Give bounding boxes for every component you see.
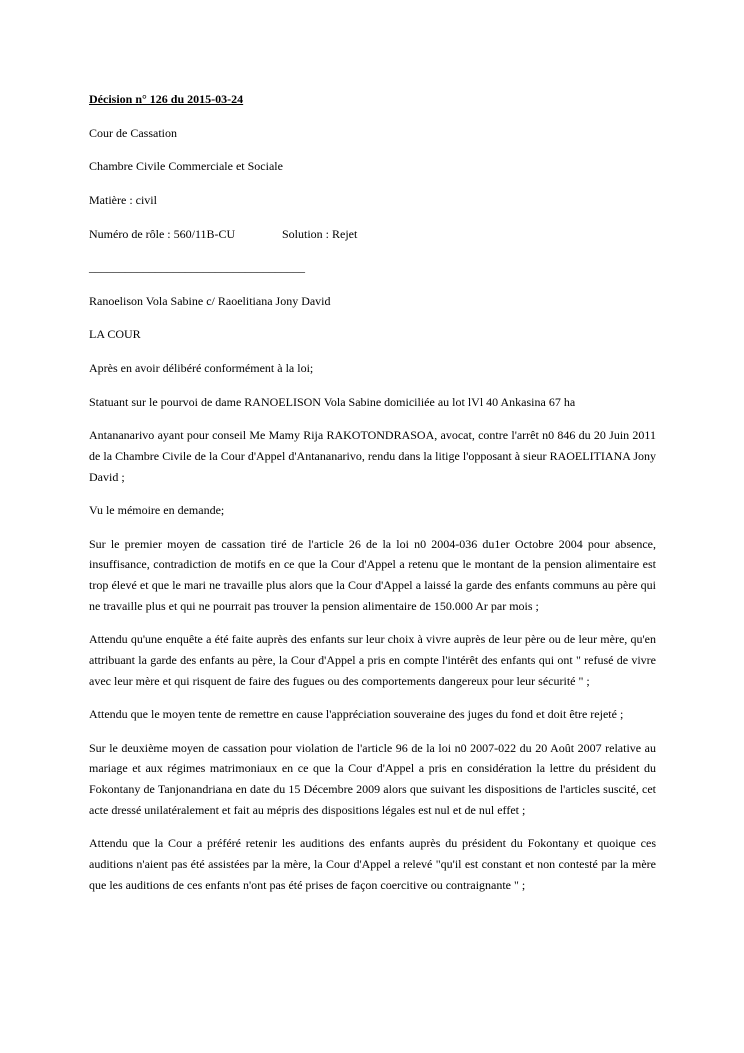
la-cour-heading: LA COUR [89, 327, 141, 342]
paragraph: Statuant sur le pourvoi de dame RANOELISON Vola Sabine domiciliée au lot lVl 40 Ankasina 67 ha [89, 394, 576, 409]
role-solution-line [89, 224, 656, 245]
separator-line: ____________________________________ [89, 260, 305, 275]
paragraph: Après en avoir délibéré conformément à la loi; [89, 361, 314, 375]
paragraph: Sur le premier moyen de cassation tiré de l'article 26 de la loi n0 2004-036 du1er Octobre 2004 pour absence, insuffisance, contradiction de motifs en ce que la Cour d'Appel a retenu que le montant de la pension alimentaire est trop élevé et que le mari ne travaille plus alors que la Cour d'Appel a laissé la garde des enfants communs au père qui ne travaille plus et qui ne pourrait pas trouver la pension alimentaire de 150.000 Ar par mois ; [89, 536, 656, 613]
paragraph: Attendu qu'une enquête a été faite auprès des enfants sur leur choix à vivre auprès de leur père ou de leur mère, qu'en attribuant la garde des enfants au père, la Cour d'Appel a pris en compte l'intérêt des enfants qui ont " refusé de vivre avec leur mère et qui risquent de faire des fugues ou des comportements dangereux pour leur sécurité " ; [89, 632, 656, 688]
decision-title: Décision n° 126 du 2015-03-24 [89, 92, 244, 106]
paragraph: Vu le mémoire en demande; [89, 503, 225, 518]
chamber-name: Chambre Civile Commerciale et Sociale [89, 159, 283, 174]
paragraph: Attendu que la Cour a préféré retenir les auditions des enfants auprès du président du Fokontany et quoique ces auditions n'aient pas été assistées par la mère, la Cour d'Appel a relevé "qu'il est constant et non contesté par la mère que les auditions de ces enfants n'ont pas été prises de façon coercitive ou contraignante " ; [89, 836, 656, 892]
matter-line: Matière : civil [89, 192, 157, 207]
court-name: Cour de Cassation [89, 125, 177, 140]
parties-line: Ranoelison Vola Sabine c/ Raoelitiana Jony David [89, 293, 331, 308]
solution: Solution : Rejet [282, 226, 358, 241]
document-page [89, 89, 656, 908]
paragraph: Antananarivo ayant pour conseil Me Mamy Rija RAKOTONDRASOA, avocat, contre l'arrêt n0 846 du 20 Juin 2011 de la Chambre Civile de la Cour d'Appel d'Antananarivo, rendu dans la litige l'opposant à sieur RAOELITIANA Jony David ; [89, 428, 656, 484]
paragraph: Sur le deuxième moyen de cassation pour violation de l'article 96 de la loi n0 2007-022 du 20 Août 2007 relative au mariage et aux régimes matrimoniaux en ce que la Cour d'Appel a pris en considération la lettre du président du Fokontany de Tanjonandriana en date du 15 Décembre 2009 alors que suivant les dispositions de l'articles suscité, cet acte dressé unilatéralement et fait au mépris des dispositions légales est nul et de nul effet ; [89, 740, 656, 817]
paragraph: Attendu que le moyen tente de remettre en cause l'appréciation souveraine des juges du fond et doit être rejeté ; [89, 707, 624, 722]
role-number: Numéro de rôle : 560/11B-CU [89, 226, 236, 241]
